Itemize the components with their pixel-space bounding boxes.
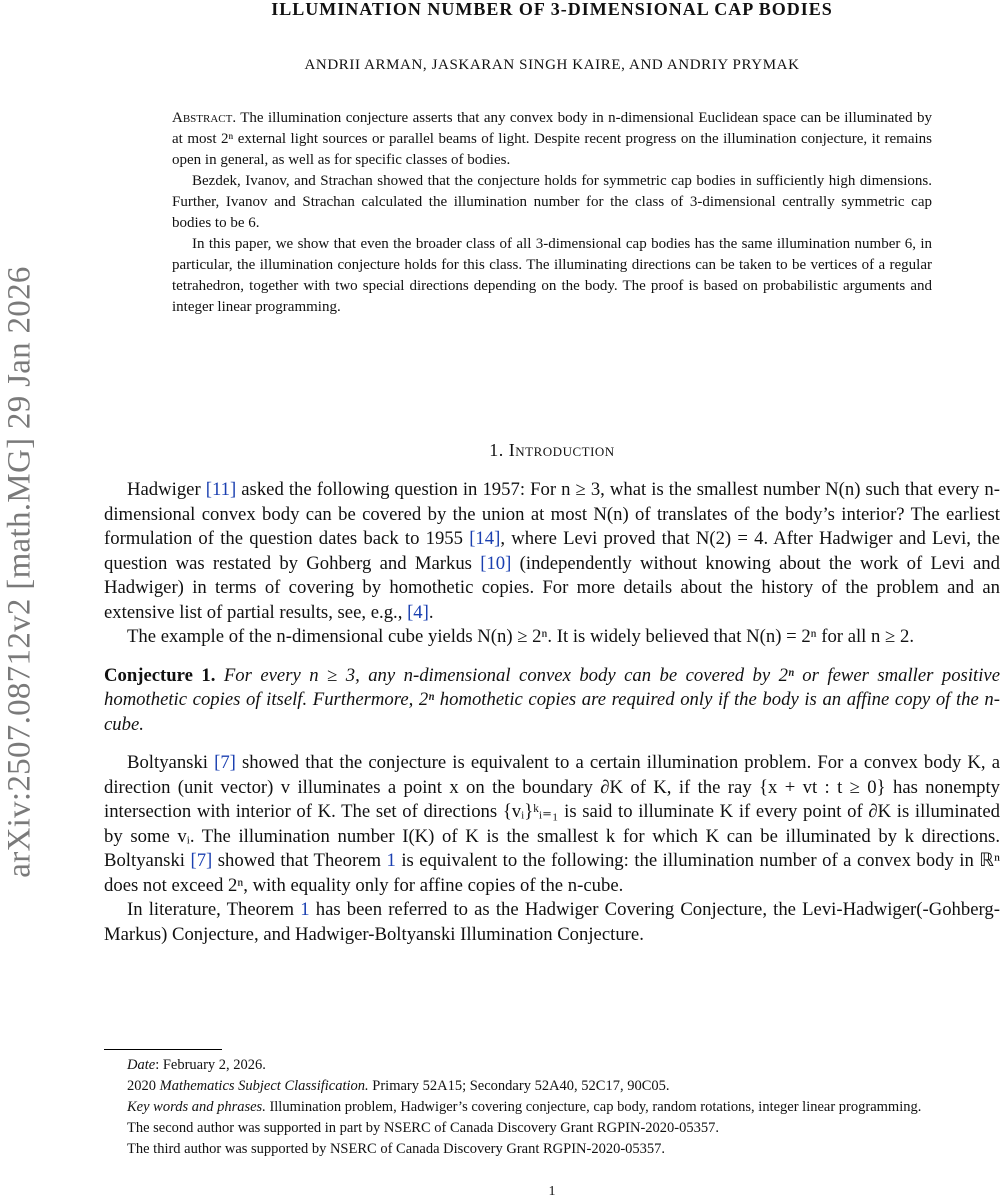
citation-link-11[interactable]: [11] [205,479,237,500]
section-number: 1. [489,440,504,460]
conjecture-label: Conjecture 1. [104,664,216,686]
page-number: 1 [548,1184,556,1199]
intro-paragraph-4 [104,898,1000,947]
introduction-body [104,478,1000,947]
arxiv-identifier: arXiv:2507.08712v2 [math.MG] 29 Jan 2026 [1,266,38,878]
footnote-msc [104,1076,1000,1097]
text-run: Boltyanski [127,752,215,773]
theorem-link-1[interactable]: 1 [300,899,310,920]
paper-authors: ANDRII ARMAN, JASKARAN SINGH KAIRE, AND ANDRIY PRYMAK [304,57,800,73]
text-run: showed that the conjecture is equivalent to a certain illumination problem. For a convex body K, a direction (unit vector) v illuminates a point x on the boundary ∂K of K, if the ray {x + vt : t ≥ 0} has nonempty intersection with interior of K. The set of directions {vᵢ}ᵏᵢ₌₁ is said to illuminate K if every point of ∂K is illuminated by some vᵢ. The illumination number I(K) of K is the smallest k for which K can be illuminated by k directions. Boltyanski [104,752,1000,871]
text-run: , where Levi proved that N(2) = 4. After Hadwiger and Levi, the question was restated by Gohberg and Markus [104,528,1000,574]
citation-link-7[interactable]: [7] [214,752,236,773]
abstract-paragraph-1: Abstract. The illumination conjecture asserts that any convex body in n-dimensional Euclidean space can be illuminated by at most 2ⁿ external light sources or parallel beams of light. Despite recent progress on the illumination conjecture, it remains open in general, as well as for specific classes of bodies. [172,110,932,168]
date-label: Date [127,1057,156,1073]
abstract-paragraph-2: Bezdek, Ivanov, and Strachan showed that the conjecture holds for symmetric cap bodies in sufficiently high dimensions. Further, Ivanov and Strachan calculated the illumination number for the class of 3-dimensional centrally symmetric cap bodies to be 6. [172,173,932,231]
footnotes [104,1055,1000,1160]
intro-paragraph-3 [104,751,1000,898]
intro-paragraph-1 [104,478,1000,625]
text-run: Hadwiger [127,479,206,500]
abstract-label: Abstract [172,110,233,126]
abstract-text-1: The illumination conjecture asserts that any convex body in n-dimensional Euclidean space can be illuminated by at most 2ⁿ external light sources or parallel beams of light. Despite recent progress on the illumination conjecture, it remains open in general, as well as for specific classes of bodies. [172,110,932,168]
footnote-divider [104,1049,222,1050]
citation-link-4[interactable]: [4] [407,601,429,623]
text-run: has been referred to as the Hadwiger Covering Conjecture, the Levi-Hadwiger(-Gohberg-Markus) Conjecture, and Hadwiger-Boltyanski Illumination Conjecture. [104,899,1000,945]
abstract [172,108,932,318]
footnote-date [104,1055,1000,1076]
date-value: : February 2, 2026. [155,1057,266,1073]
citation-link-10[interactable]: [10] [480,552,512,574]
text-run: . [428,601,434,623]
msc-label: Mathematics Subject Classification. [159,1078,369,1094]
abstract-paragraph-3: In this paper, we show that even the broader class of all 3-dimensional cap bodies has the same illumination number 6, in particular, the illumination conjecture holds for this class. The illuminating directions can be taken to be vertices of a regular tetrahedron, together with two special directions depending on the body. The proof is based on probabilistic arguments and integer linear programming. [172,236,932,315]
text-run: asked the following question in 1957: For n ≥ 3, what is the smallest number N(n) such that every n-dimensional convex body can be covered by the union at most N(n) of translates of the body’s interior? The earliest formulation of the question dates back to 1955 [104,479,1000,549]
footnote-keywords [104,1097,1000,1118]
footnote-support-3: The third author was supported by NSERC of Canada Discovery Grant RGPIN-2020-05357. [127,1141,666,1157]
msc-prefix: 2020 [127,1078,160,1094]
text-run: In literature, Theorem [127,899,301,920]
section-heading [104,440,1000,461]
text-run: showed that Theorem [212,850,387,871]
citation-link-14[interactable]: [14] [469,528,501,549]
keywords-label: Key words and phrases. [127,1099,266,1115]
intro-paragraph-2: The example of the n-dimensional cube yields N(n) ≥ 2ⁿ. It is widely believed that N(n) = 2ⁿ for all n ≥ 2. [127,626,915,647]
text-run: (independently without knowing about the work of Levi and Hadwiger) in terms of covering by homothetic copies. For more details about the history of the problem and an extensive list of partial results, see, e.g., [104,552,1000,623]
footnote-support-2: The second author was supported in part by NSERC of Canada Discovery Grant RGPIN-2020-05357. [127,1120,719,1136]
text-run: is equivalent to the following: the illumination number of a convex body in ℝⁿ does not exceed 2ⁿ, with equality only for affine copies of the n-cube. [104,850,1000,896]
citation-link-7[interactable]: [7] [190,850,213,871]
paper-title: ILLUMINATION NUMBER OF 3-DIMENSIONAL CAP BODIES [271,0,833,19]
conjecture-statement: For every n ≥ 3, any n-dimensional convex body can be covered by 2ⁿ or fewer smaller positive homothetic copies of itself. Furthermore, 2ⁿ homothetic copies are required only if the body is an affine copy of the n-cube. [104,664,1000,735]
section-title: Introduction [508,440,615,460]
arxiv-side-stamp [0,196,40,948]
msc-value: Primary 52A15; Secondary 52A40, 52C17, 90C05. [368,1078,670,1094]
keywords-value: Illumination problem, Hadwiger’s covering conjecture, cap body, random rotations, integer linear programming. [265,1099,922,1115]
theorem-link-1[interactable]: 1 [386,850,396,871]
conjecture-1 [104,664,1000,738]
